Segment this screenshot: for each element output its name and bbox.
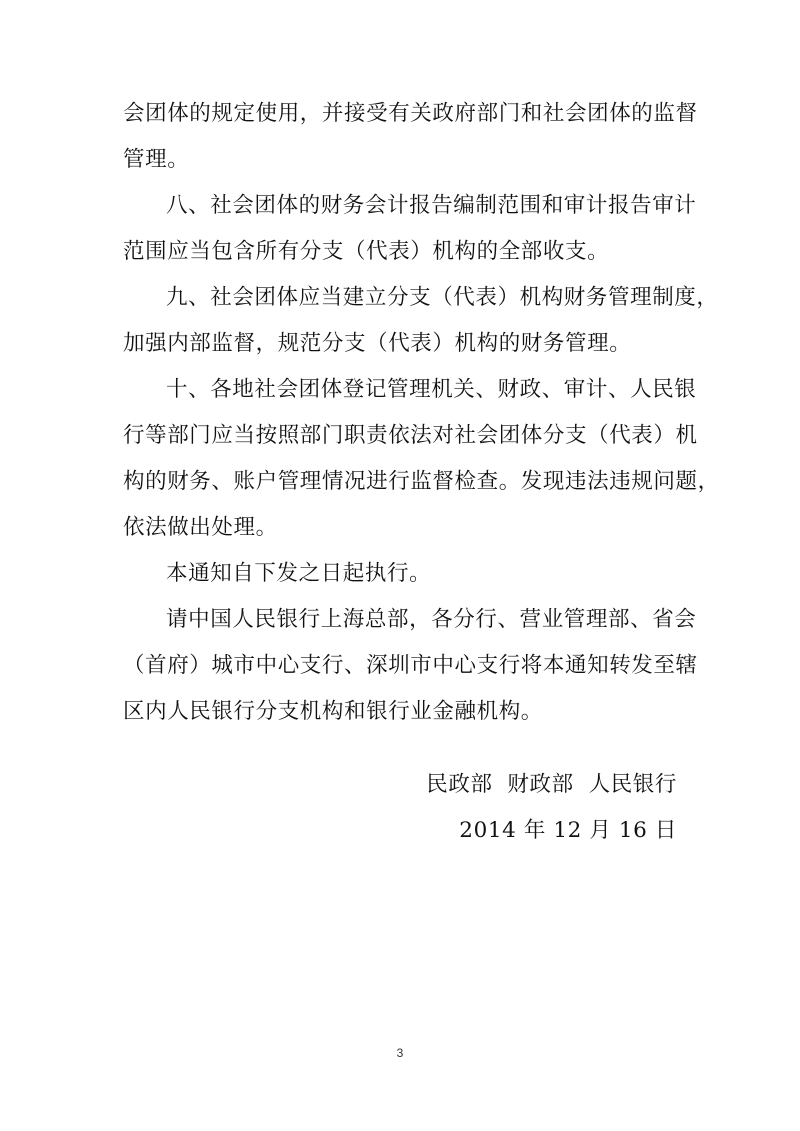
clause-8-line: 八、社会团体的财务会计报告编制范围和审计报告审计	[166, 193, 697, 218]
forwarding-line: （首府）城市中心支行、深圳市中心支行将本通知转发至辖	[123, 653, 698, 678]
clause-8-line: 范围应当包含所有分支（代表）机构的全部收支。	[123, 239, 610, 264]
clause-10-line: 依法做出处理。	[123, 515, 278, 540]
body-line: 管理。	[123, 147, 190, 172]
page-number: 3	[396, 1046, 404, 1060]
clause-10-line: 构的财务、账户管理情况进行监督检查。发现违法违规问题，	[123, 469, 720, 494]
body-line: 会团体的规定使用，并接受有关政府部门和社会团体的监督	[123, 101, 698, 126]
clause-10-line: 行等部门应当按照部门职责依法对社会团体分支（代表）机	[123, 423, 698, 448]
forwarding-line: 请中国人民银行上海总部，各分行、营业管理部、省会	[166, 607, 697, 632]
clause-9-line: 九、社会团体应当建立分支（代表）机构财务管理制度，	[166, 285, 719, 310]
clause-9-line: 加强内部监督，规范分支（代表）机构的财务管理。	[123, 331, 632, 356]
forwarding-line: 区内人民银行分支机构和银行业金融机构。	[123, 699, 543, 724]
issuer-signature: 民政部 财政部 人民银行	[426, 772, 677, 797]
issue-date: 2014 年 12 月 16 日	[459, 818, 677, 843]
effective-notice-line: 本通知自下发之日起执行。	[166, 561, 432, 586]
clause-10-line: 十、各地社会团体登记管理机关、财政、审计、人民银	[166, 377, 697, 402]
